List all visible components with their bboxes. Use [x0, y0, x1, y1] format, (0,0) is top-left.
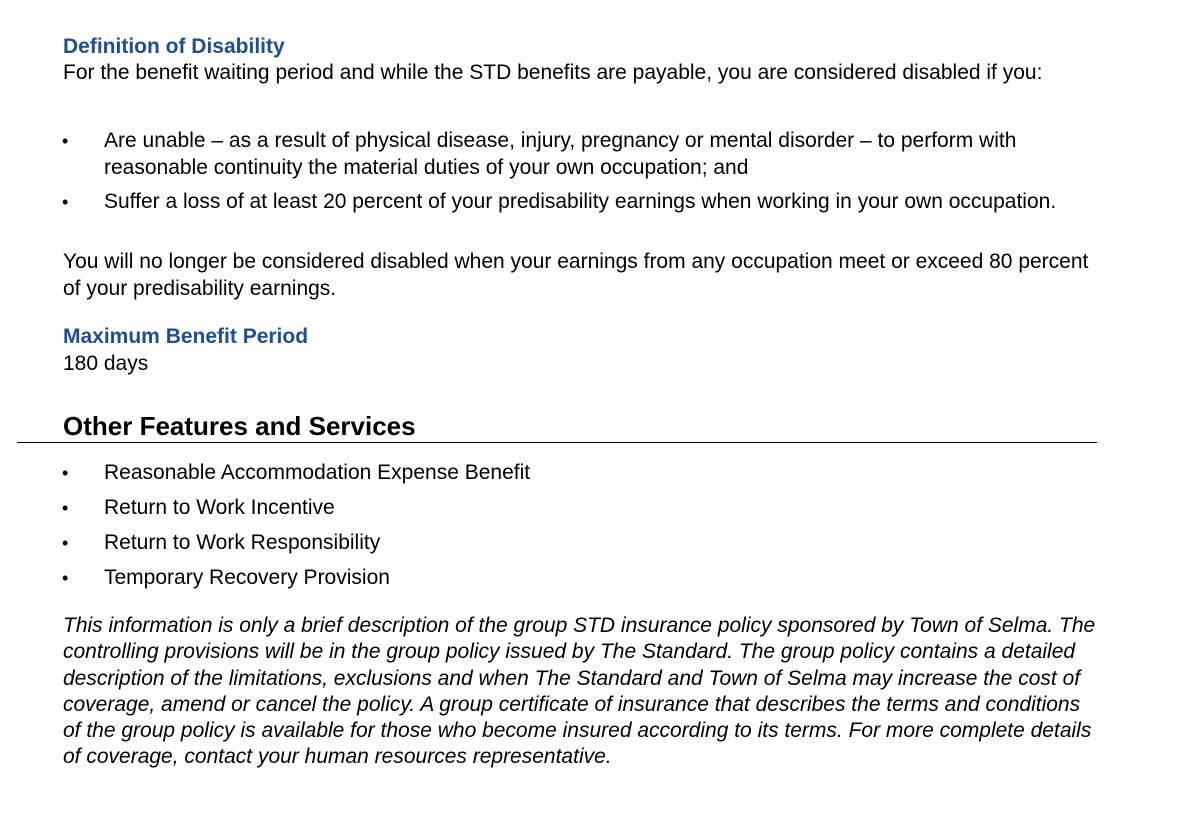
- definition-intro: For the benefit waiting period and while the STD benefits are payable, you are considered disabled if you:: [63, 61, 1043, 84]
- list-item-text: Are unable – as a result of physical disease, injury, pregnancy or mental disorder – to perform with reasonable continuity the material duties of your own occupation; and: [104, 129, 1017, 179]
- list-item-text: Return to Work Incentive: [104, 496, 335, 519]
- bullet-icon: •: [62, 131, 69, 151]
- list-item: [0, 530, 1194, 557]
- list-item: [0, 460, 1194, 487]
- section-divider: [17, 442, 1097, 443]
- max-benefit-value: 180 days: [63, 352, 149, 375]
- section-title: Other Features and Services: [63, 411, 416, 441]
- bullet-icon: •: [62, 463, 69, 483]
- list-item: [0, 189, 1194, 216]
- definition-closing: You will no longer be considered disabled when your earnings from any occupation meet or exceed 80 percent of your predisability earnings.: [63, 250, 1089, 300]
- bullet-icon: •: [62, 192, 69, 212]
- list-item: [0, 128, 1194, 181]
- list-item-text: Reasonable Accommodation Expense Benefit: [104, 461, 531, 484]
- list-item: [0, 565, 1194, 592]
- definition-heading: Definition of Disability: [63, 35, 285, 58]
- definition-bullet-list: [0, 128, 1194, 216]
- list-item-text: Temporary Recovery Provision: [104, 566, 390, 589]
- list-item-text: Suffer a loss of at least 20 percent of your predisability earnings when working in your own occupation.: [104, 190, 1057, 213]
- max-benefit-heading: Maximum Benefit Period: [63, 325, 309, 348]
- disclaimer-text: This information is only a brief description of the group STD insurance policy sponsored by Town of Selma. The controlling provisions will be in the group policy issued by The Standard. The group policy contains a detailed description of the limitations, exclusions and when The Standard and Town of Selma may increase the cost of coverage, amend or cancel the policy. A group certificate of insurance that describes the terms and conditions of the group policy is available for those who become insured according to its terms. For more complete details of coverage, contact your human resources representative.: [63, 614, 1096, 769]
- features-bullet-list: [0, 460, 1194, 592]
- list-item: [0, 495, 1194, 522]
- list-item-text: Return to Work Responsibility: [104, 531, 381, 554]
- bullet-icon: •: [62, 568, 69, 588]
- bullet-icon: •: [62, 498, 69, 518]
- bullet-icon: •: [62, 533, 69, 553]
